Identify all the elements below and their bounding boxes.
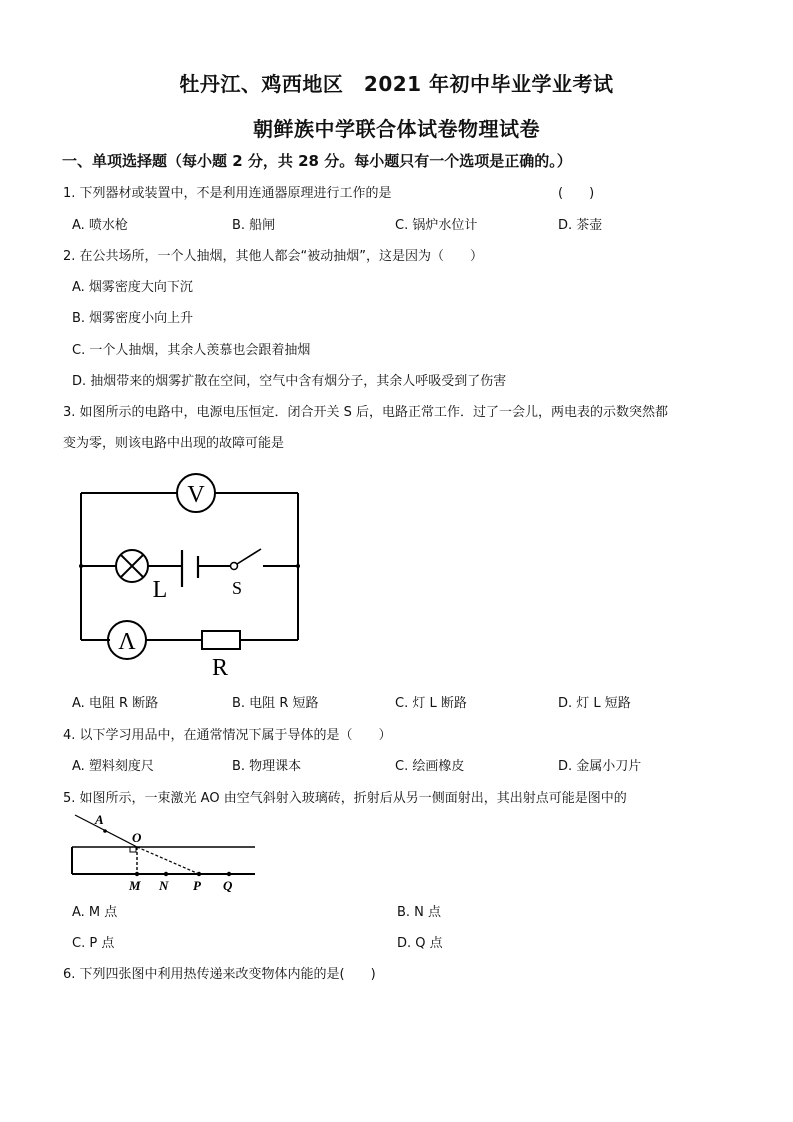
point-n-label: N bbox=[159, 878, 169, 893]
section-heading: 一、单项选择题（每小题 2 分，共 28 分。每小题只有一个选项是正确的。） bbox=[62, 152, 572, 170]
point-m-label: M bbox=[129, 878, 141, 893]
question-2-stem: 2. 在公共场所，一个人抽烟，其他人都会“被动抽烟”，这是因为（ ） bbox=[63, 249, 484, 264]
q4-option-b[interactable]: B. 物理课本 bbox=[232, 759, 302, 774]
q1-option-a[interactable]: A. 喷水枪 bbox=[72, 218, 128, 233]
q4-option-c[interactable]: C. 绘画橡皮 bbox=[395, 759, 465, 774]
resistor-label: R bbox=[211, 655, 229, 681]
q3-option-d[interactable]: D. 灯 L 短路 bbox=[558, 696, 631, 711]
voltmeter-label: V bbox=[187, 482, 205, 508]
question-4-stem: 4. 以下学习用品中，在通常情况下属于导体的是（ ） bbox=[63, 728, 392, 743]
q2-option-c[interactable]: C. 一个人抽烟，其余人羡慕也会跟着抽烟 bbox=[72, 343, 311, 358]
q3-option-a[interactable]: A. 电阻 R 断路 bbox=[72, 696, 159, 711]
q5-option-c[interactable]: C. P 点 bbox=[72, 936, 115, 951]
point-o-label: O bbox=[132, 830, 142, 845]
q5-option-d[interactable]: D. Q 点 bbox=[397, 936, 443, 951]
question-1-blank: ( ) bbox=[558, 186, 595, 201]
q2-option-a[interactable]: A. 烟雾密度大向下沉 bbox=[72, 280, 193, 295]
q1-option-c[interactable]: C. 锅炉水位计 bbox=[395, 218, 478, 233]
question-5-stem: 5. 如图所示，一束激光 AO 由空气斜射入玻璃砖，折射后从另一侧面射出，其出射点可能是图中的 bbox=[63, 791, 627, 806]
q5-option-b[interactable]: B. N 点 bbox=[397, 905, 442, 920]
q3-option-c[interactable]: C. 灯 L 断路 bbox=[395, 696, 467, 711]
q1-option-d[interactable]: D. 茶壶 bbox=[558, 218, 603, 233]
resistor-icon bbox=[202, 631, 240, 649]
point-q-label: Q bbox=[223, 878, 233, 893]
circuit-diagram bbox=[60, 465, 320, 685]
question-3-stem-line2: 变为零，则该电路中出现的故障可能是 bbox=[63, 436, 285, 451]
q2-option-d[interactable]: D. 抽烟带来的烟雾扩散在空间，空气中含有烟分子，其余人呼吸受到了伤害 bbox=[72, 374, 507, 389]
q3-option-b[interactable]: B. 电阻 R 短路 bbox=[232, 696, 319, 711]
lamp-label: L bbox=[152, 577, 168, 603]
ammeter-label: Λ bbox=[118, 629, 136, 655]
q2-option-b[interactable]: B. 烟雾密度小向上升 bbox=[72, 311, 194, 326]
q1-option-b[interactable]: B. 船闸 bbox=[232, 218, 276, 233]
question-1-stem: 1. 下列器材或装置中，不是利用连通器原理进行工作的是 bbox=[63, 186, 392, 201]
question-3-stem-line1: 3. 如图所示的电路中，电源电压恒定．闭合开关 S 后，电路正常工作．过了一会儿，两电表的示数突然都 bbox=[63, 405, 669, 420]
point-a-label: A bbox=[95, 812, 104, 827]
exam-title-line2: 朝鲜族中学联合体试卷物理试卷 bbox=[253, 117, 540, 141]
question-6-stem: 6. 下列四张图中利用热传递来改变物体内能的是( ) bbox=[63, 967, 376, 982]
point-p-label: P bbox=[193, 878, 201, 893]
exam-title-line1: 牡丹江、鸡西地区 2021 年初中毕业学业考试 bbox=[179, 72, 614, 96]
refraction-diagram bbox=[65, 805, 265, 895]
q4-option-d[interactable]: D. 金属小刀片 bbox=[558, 759, 642, 774]
switch-label: S bbox=[231, 578, 243, 598]
q5-option-a[interactable]: A. M 点 bbox=[72, 905, 118, 920]
q4-option-a[interactable]: A. 塑料刻度尺 bbox=[72, 759, 154, 774]
